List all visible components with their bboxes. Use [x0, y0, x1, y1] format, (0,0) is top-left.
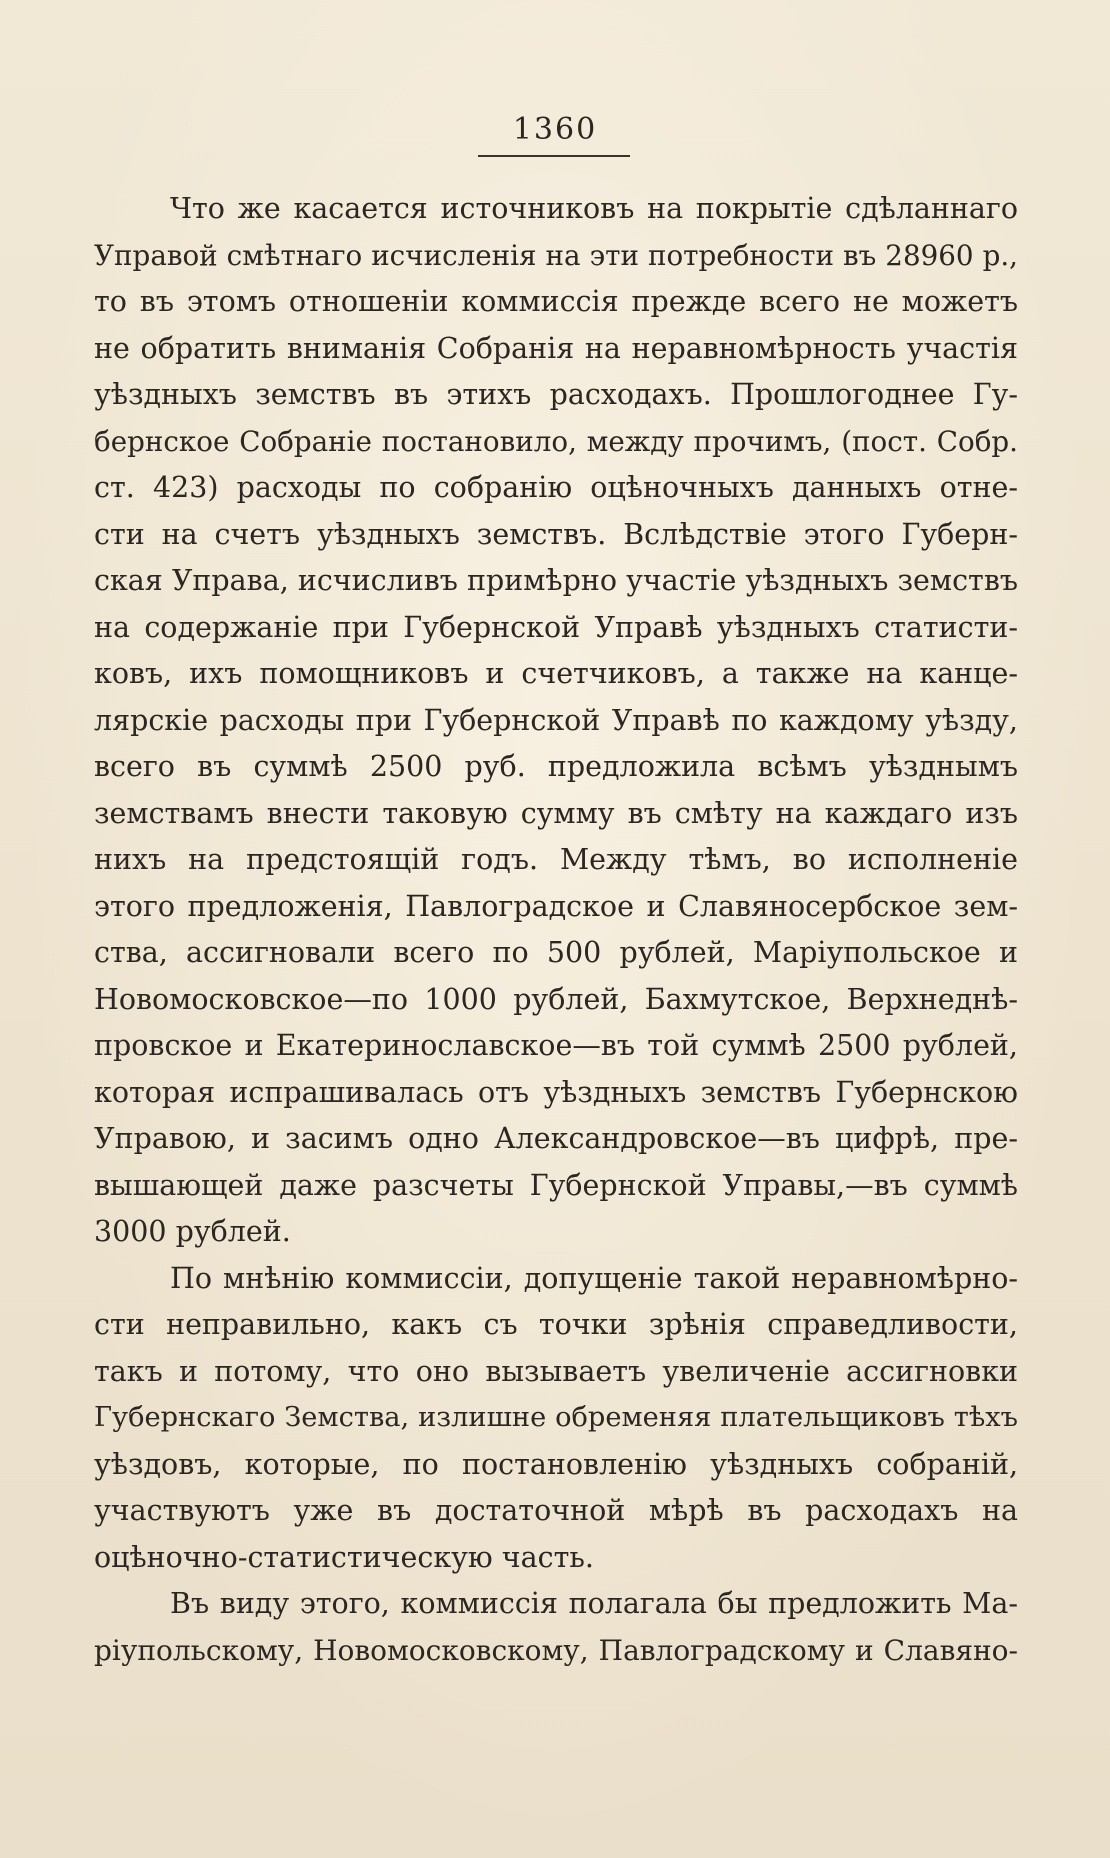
page-number: 1360: [512, 112, 598, 147]
text-line: уѣздныхъ земствъ въ этихъ расходахъ. Прошлогоднее Гу-: [94, 378, 1018, 411]
text-line: По мнѣнію коммиссіи, допущеніе такой неравномѣрно-: [170, 1261, 1018, 1295]
text-line: всего въ суммѣ 2500 руб. предложила всѣмъ уѣзднымъ: [94, 750, 1018, 783]
text-line: сти на счетъ уѣздныхъ земствъ. Вслѣдствіе этого Губерн-: [94, 517, 1018, 551]
text-line: Новомосковское—по 1000 рублей, Бахмутское, Верхнеднѣ-: [94, 982, 1018, 1016]
text-line: провское и Екатеринославское—въ той суммѣ 2500 рублей,: [94, 1029, 1018, 1062]
text-line: бернское Собраніе постановило, между прочимъ, (пост. Собр.: [94, 424, 1018, 458]
text-line: на содержаніе при Губернской Управѣ уѣздныхъ статисти-: [94, 610, 1018, 644]
text-line: такъ и потому, что оно вызываетъ увеличеніе ассигновки: [94, 1354, 1018, 1388]
text-line: Что же касается источниковъ на покрытіе сдѣланнаго: [170, 192, 1018, 225]
text-line: уѣздовъ, которые, по постановленію уѣздныхъ собраній,: [94, 1447, 1018, 1481]
text-line: ства, ассигновали всего по 500 рублей, Маріупольское и: [94, 936, 1018, 969]
text-line: 3000 рублей.: [94, 1215, 291, 1248]
text-line: ская Управа, исчисливъ примѣрно участіе уѣздныхъ земствъ: [94, 564, 1018, 597]
text-line: оцѣночно-статистическую часть.: [94, 1540, 594, 1574]
text-line: вышающей даже разсчеты Губернской Управы,—въ суммѣ: [94, 1168, 1018, 1202]
text-line: то въ этомъ отношеніи коммиссія прежде всего не можетъ: [94, 285, 1018, 318]
text-line: Управой смѣтнаго исчисленія на эти потребности въ 28960 р.,: [94, 238, 1018, 272]
text-line: Въ виду этого, коммиссія полагала бы предложить Ма-: [170, 1587, 1018, 1620]
text-line: сти неправильно, какъ съ точки зрѣнія справедливости,: [94, 1308, 1018, 1341]
text-line: Губернскаго Земства, излишне обременяя плательщиковъ тѣхъ: [94, 1402, 1018, 1433]
text-line: этого предложенія, Павлоградское и Славяносербское зем-: [94, 889, 1018, 923]
text-line: лярскіе расходы при Губернской Управѣ по каждому уѣзду,: [94, 703, 1018, 737]
text-line: земствамъ внести таковую сумму въ смѣту на каждаго изъ: [94, 796, 1018, 830]
text-line: нихъ на предстоящій годъ. Между тѣмъ, во исполненіе: [94, 843, 1018, 876]
text-line: ст. 423) расходы по собранію оцѣночныхъ данныхъ отне-: [94, 471, 1018, 504]
text-line: которая испрашивалась отъ уѣздныхъ земствъ Губернскою: [94, 1075, 1018, 1109]
text-line: ріупольскому, Новомосковскому, Павлоградскому и Славяно-: [94, 1633, 1018, 1667]
text-line: Управою, и засимъ одно Александровское—въ цифрѣ, пре-: [94, 1122, 1018, 1155]
body-text: [94, 186, 1018, 1674]
text-line: не обратить вниманія Собранія на неравномѣрность участія: [94, 331, 1018, 365]
page-number-rule: [478, 155, 630, 157]
text-line: ковъ, ихъ помощниковъ и счетчиковъ, а также на канце-: [94, 657, 1018, 690]
text-line: участвуютъ уже въ достаточной мѣрѣ въ расходахъ на: [94, 1494, 1018, 1527]
